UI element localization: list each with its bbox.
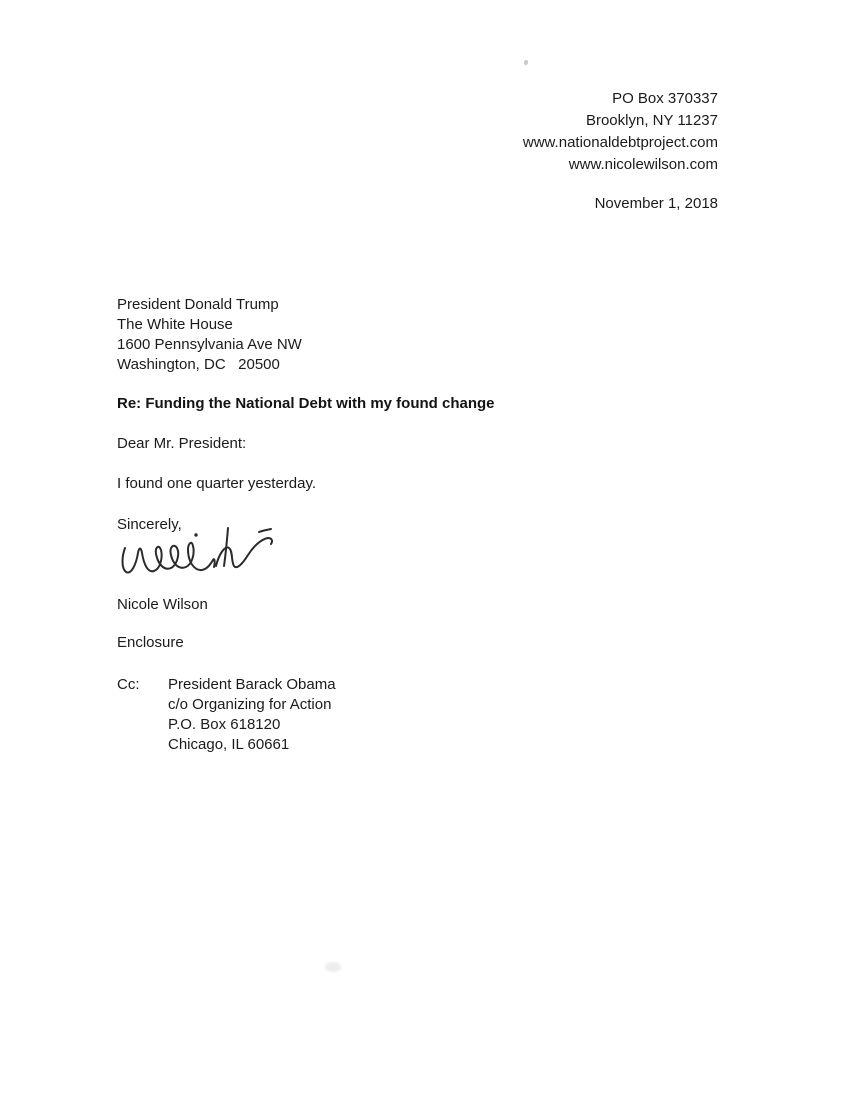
subject-line: Re: Funding the National Debt with my found change <box>117 395 495 412</box>
sender-address-line: Brooklyn, NY 11237 <box>585 112 718 129</box>
cc-block <box>117 675 336 755</box>
recipient-address-line: President Donald Trump <box>117 296 279 313</box>
scan-artifact-smudge <box>325 962 341 972</box>
scan-artifact-speck <box>524 60 528 65</box>
cc-label: Cc: <box>117 676 140 693</box>
recipient-address-block <box>117 295 302 375</box>
sender-website-link: www.nicolewilson.com <box>568 156 718 173</box>
handwritten-signature-icon <box>110 518 295 590</box>
sender-address-line: PO Box 370337 <box>612 90 718 107</box>
cc-line: Chicago, IL 60661 <box>168 736 290 753</box>
sender-address-block <box>523 88 718 176</box>
salutation: Dear Mr. President: <box>117 435 247 452</box>
recipient-address-line: The White House <box>117 316 233 333</box>
sender-website-link: www.nationaldebtproject.com <box>522 134 718 151</box>
recipient-address-line: 1600 Pennsylvania Ave NW <box>117 336 302 353</box>
signature-name: Nicole Wilson <box>117 596 208 613</box>
letter-body: I found one quarter yesterday. <box>117 475 317 492</box>
enclosure-note: Enclosure <box>117 634 184 651</box>
recipient-address-line: Washington, DC 20500 <box>117 356 280 373</box>
cc-line: c/o Organizing for Action <box>168 696 332 713</box>
closing: Sincerely, <box>117 516 182 533</box>
letter-date: November 1, 2018 <box>594 195 718 212</box>
cc-recipient-block <box>168 675 336 755</box>
cc-line: President Barack Obama <box>168 676 336 693</box>
cc-line: P.O. Box 618120 <box>168 716 281 733</box>
